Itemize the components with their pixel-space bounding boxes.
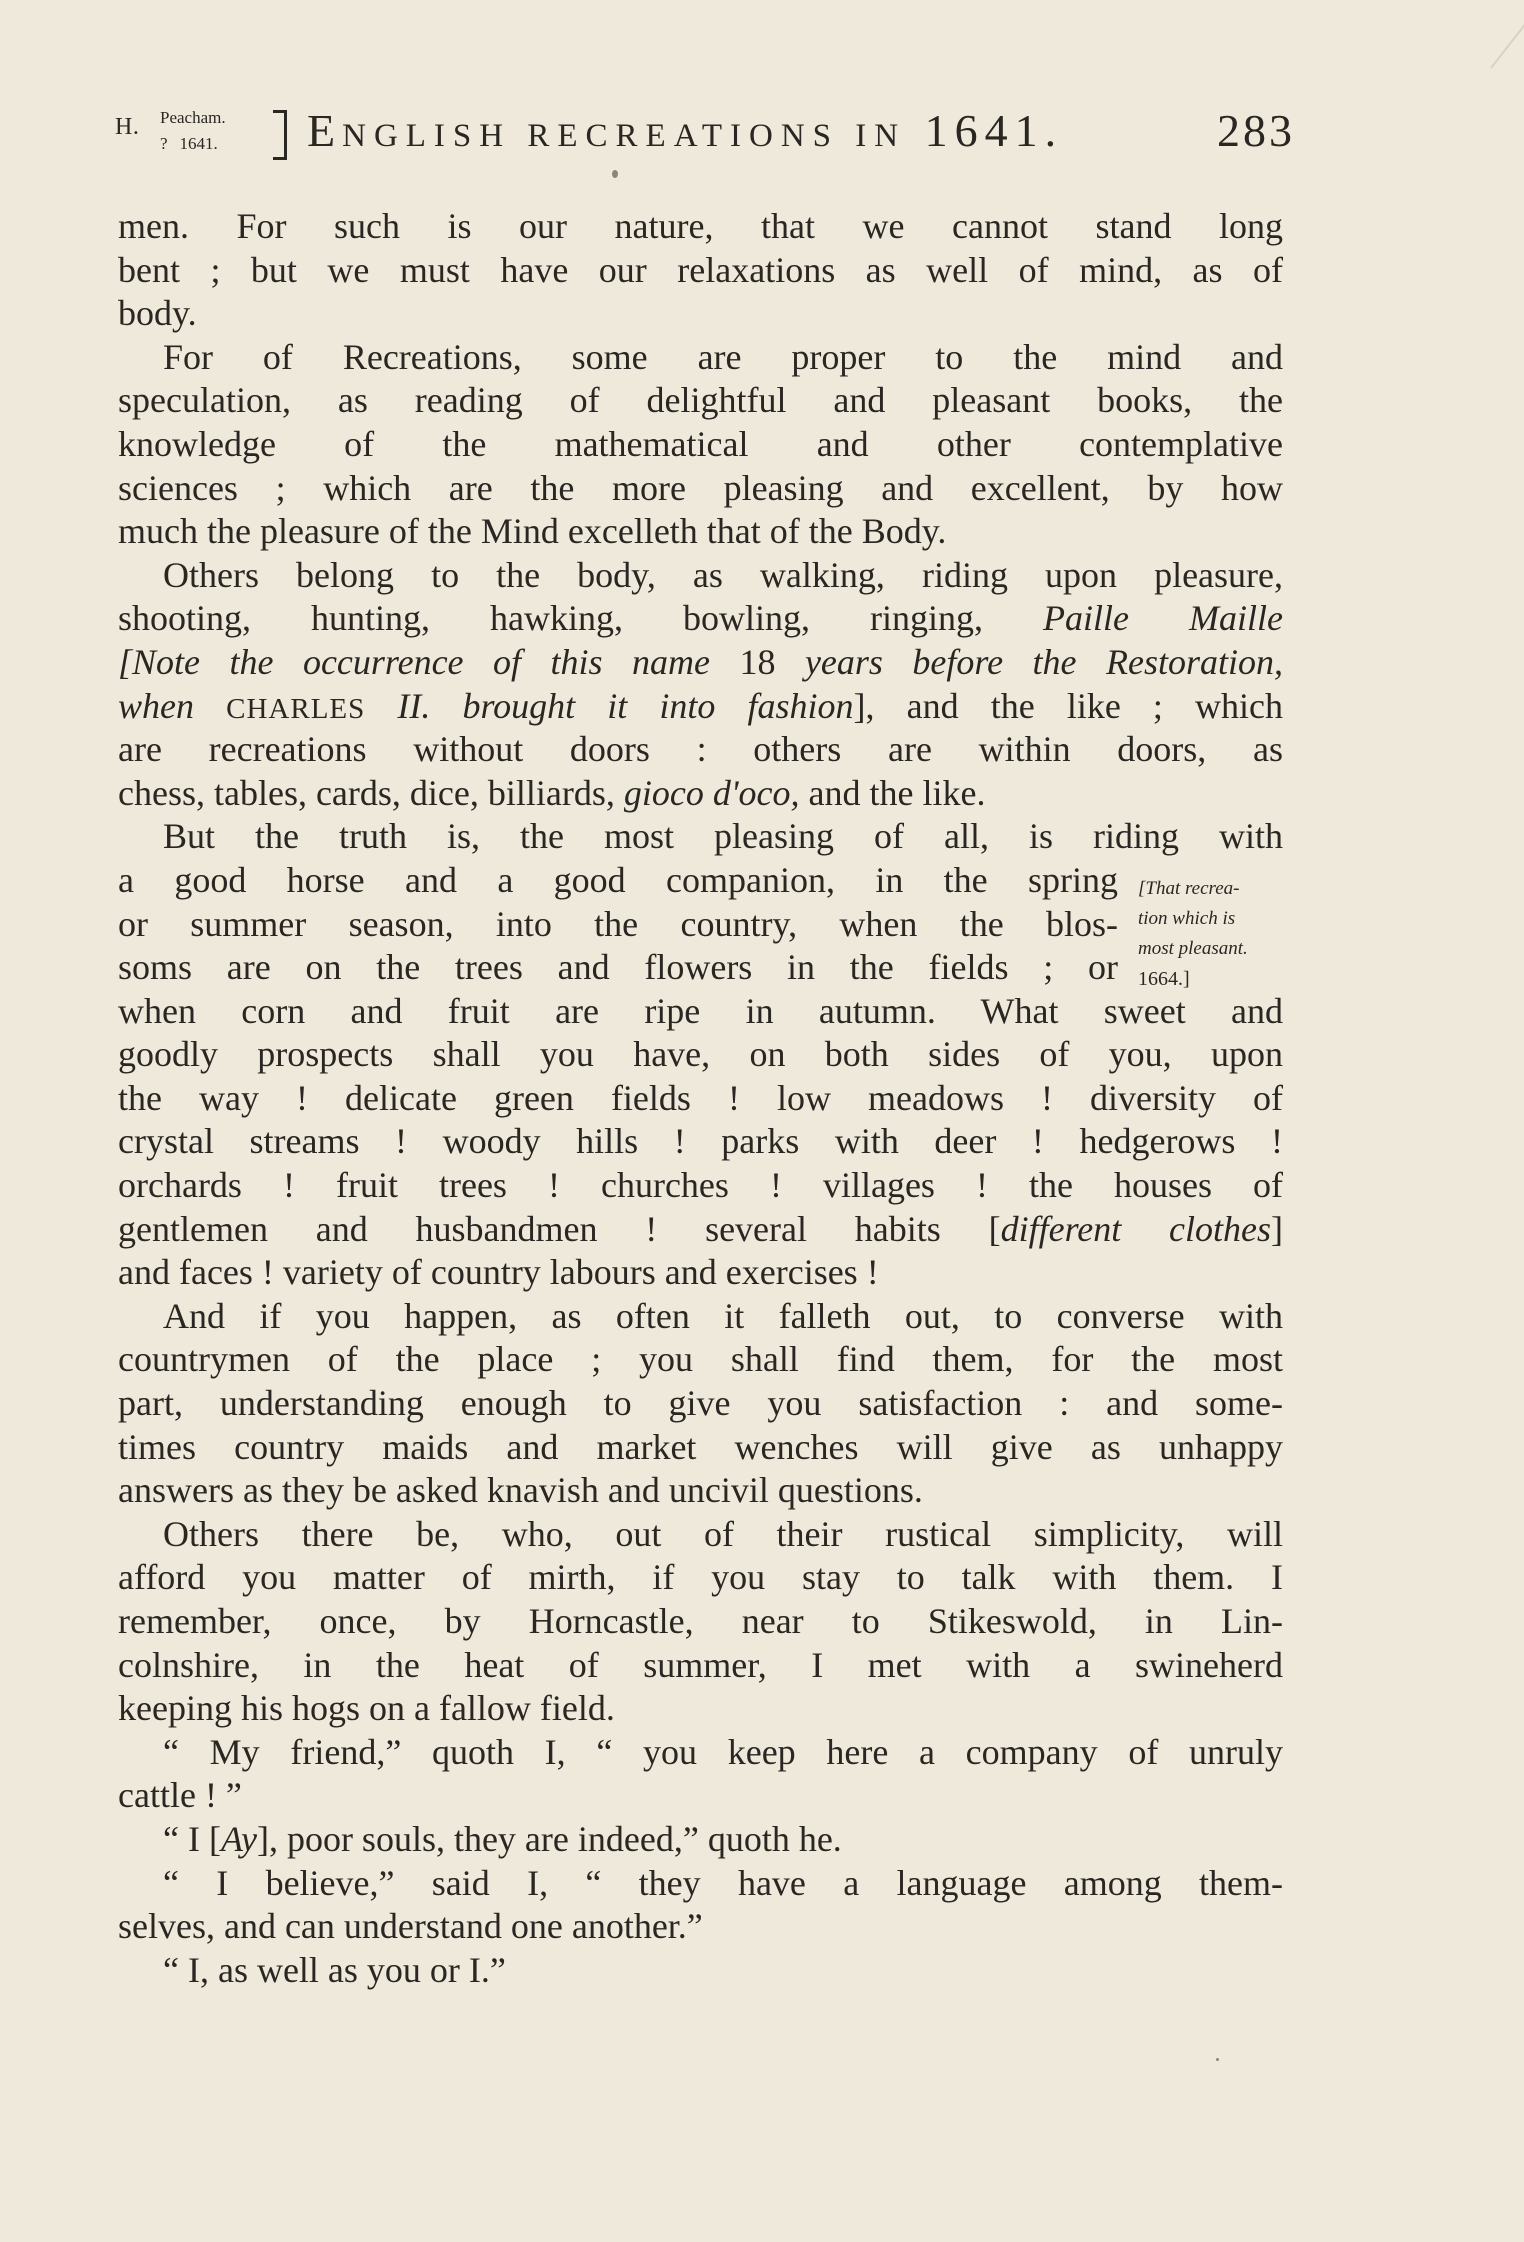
text-line: sciences ; which are the more pleasing and excellent, by how bbox=[118, 467, 1283, 508]
text-line: For of Recreations, some are proper to the mind and bbox=[163, 336, 1283, 377]
italic-run: [Note the occurrence of this name bbox=[118, 641, 710, 682]
author-year: 1641. bbox=[179, 134, 218, 153]
text-run: ], and the like ; which bbox=[853, 685, 1284, 726]
page-number: 283 bbox=[1217, 105, 1295, 156]
margin-note-line: most pleasant. bbox=[1138, 938, 1248, 959]
author-date bbox=[160, 134, 218, 154]
paper-speck bbox=[1216, 2058, 1219, 2061]
text-line: or summer season, into the country, when the blos- bbox=[118, 903, 1118, 944]
text-run: shooting, hunting, hawking, bowling, ringing, bbox=[118, 598, 984, 639]
title-initial: E bbox=[307, 105, 343, 156]
italic-run: years before the Restoration, bbox=[804, 641, 1283, 682]
text-line bbox=[118, 1818, 1283, 1862]
text-line: soms are on the trees and flowers in the fields ; or bbox=[118, 947, 1118, 988]
text-line: when corn and fruit are ripe in autumn. What sweet and bbox=[118, 990, 1283, 1031]
page-title bbox=[307, 104, 1063, 157]
text-line: and faces ! variety of country labours and exercises ! bbox=[118, 1252, 879, 1293]
text-run: and the like. bbox=[808, 772, 986, 813]
italic-run: II. brought it into fashion bbox=[397, 685, 854, 726]
text-line: speculation, as reading of delightful and pleasant books, the bbox=[118, 380, 1283, 421]
text-line: cattle ! ” bbox=[118, 1775, 242, 1816]
author-name: Peacham. bbox=[160, 108, 226, 127]
paper-speck bbox=[612, 170, 618, 178]
text-line: selves, and can understand one another.” bbox=[118, 1906, 703, 1947]
text-line: part, understanding enough to give you satisfaction : and some- bbox=[118, 1383, 1283, 1424]
text-line bbox=[118, 685, 1283, 729]
italic-run: gioco d'oco, bbox=[623, 772, 800, 813]
text-line: “ I believe,” said I, “ they have a language among them- bbox=[163, 1862, 1283, 1903]
text-line: men. For such is our nature, that we cannot stand long bbox=[118, 206, 1283, 246]
author-query: ? bbox=[160, 134, 168, 153]
text-line: answers as they be asked knavish and uncivil questions. bbox=[118, 1470, 923, 1511]
title-text: NGLISH RECREATIONS IN bbox=[342, 118, 907, 154]
text-line: times country maids and market wenches will give as unhappy bbox=[118, 1426, 1283, 1467]
text-run: chess, tables, cards, dice, billiards, bbox=[118, 772, 615, 813]
author-initial: H. bbox=[115, 114, 140, 140]
running-head bbox=[115, 100, 1295, 170]
text-line: crystal streams ! woody hills ! parks with deer ! hedgerows ! bbox=[118, 1121, 1283, 1162]
text-line: But the truth is, the most pleasing of all, is riding with bbox=[163, 816, 1283, 857]
text-line: bent ; but we must have our relaxations as well of mind, as of bbox=[118, 249, 1283, 290]
text-line: body. bbox=[118, 293, 197, 334]
text-line bbox=[118, 772, 1283, 816]
italic-run: when bbox=[118, 685, 194, 726]
margin-note-line: tion which is bbox=[1138, 908, 1236, 929]
text-run: ], poor souls, they are indeed,” quoth he. bbox=[256, 1818, 842, 1859]
margin-note bbox=[1138, 874, 1298, 994]
text-line: keeping his hogs on a fallow field. bbox=[118, 1688, 615, 1729]
margin-note-year: 1664.] bbox=[1138, 968, 1190, 990]
text-line: countrymen of the place ; you shall find them, for the most bbox=[118, 1339, 1283, 1380]
title-year: 1641. bbox=[924, 105, 1064, 156]
text-line: “ I, as well as you or I.” bbox=[163, 1949, 506, 1990]
text-line: are recreations without doors : others are within doors, as bbox=[118, 729, 1283, 770]
text-line: Others there be, who, out of their rustical simplicity, will bbox=[163, 1513, 1283, 1554]
text-run: 18 bbox=[739, 641, 776, 682]
text-run: ] bbox=[1271, 1208, 1284, 1249]
text-line bbox=[118, 1208, 1283, 1252]
text-line: afford you matter of mirth, if you stay to talk with them. I bbox=[118, 1557, 1283, 1598]
text-line: orchards ! fruit trees ! churches ! villages ! the houses of bbox=[118, 1165, 1283, 1206]
small-caps-run: CHARLES bbox=[226, 692, 366, 725]
text-line bbox=[118, 597, 1283, 641]
text-line: goodly prospects shall you have, on both sides of you, upon bbox=[118, 1034, 1283, 1075]
text-run: gentlemen and husbandmen ! several habits [ bbox=[118, 1208, 1001, 1249]
text-line: knowledge of the mathematical and other contemplative bbox=[118, 423, 1283, 464]
italic-run: different clothes bbox=[1000, 1208, 1272, 1249]
text-line bbox=[118, 641, 1283, 685]
author-bracket bbox=[273, 110, 287, 160]
text-line: remember, once, by Horncastle, near to Stikeswold, in Lin- bbox=[118, 1601, 1283, 1641]
text-line: And if you happen, as often it falleth out, to converse with bbox=[163, 1295, 1283, 1336]
author-attribution bbox=[115, 100, 305, 170]
text-line: a good horse and a good companion, in the spring bbox=[118, 859, 1118, 900]
text-line: Others belong to the body, as walking, riding upon pleasure, bbox=[163, 554, 1283, 595]
italic-run: Ay bbox=[220, 1818, 257, 1859]
text-run: “ I [ bbox=[163, 1818, 221, 1859]
paper-edge-mark bbox=[1490, 12, 1524, 68]
italic-run: Paille Maille bbox=[1043, 598, 1284, 639]
body-text bbox=[118, 205, 1283, 1992]
text-line: “ My friend,” quoth I, “ you keep here a company of unruly bbox=[163, 1731, 1283, 1772]
text-line: colnshire, in the heat of summer, I met with a swineherd bbox=[118, 1644, 1283, 1685]
margin-note-line: [That recrea- bbox=[1138, 878, 1240, 899]
text-line: much the pleasure of the Mind excelleth that of the Body. bbox=[118, 511, 947, 552]
text-line: the way ! delicate green fields ! low meadows ! diversity of bbox=[118, 1077, 1283, 1118]
